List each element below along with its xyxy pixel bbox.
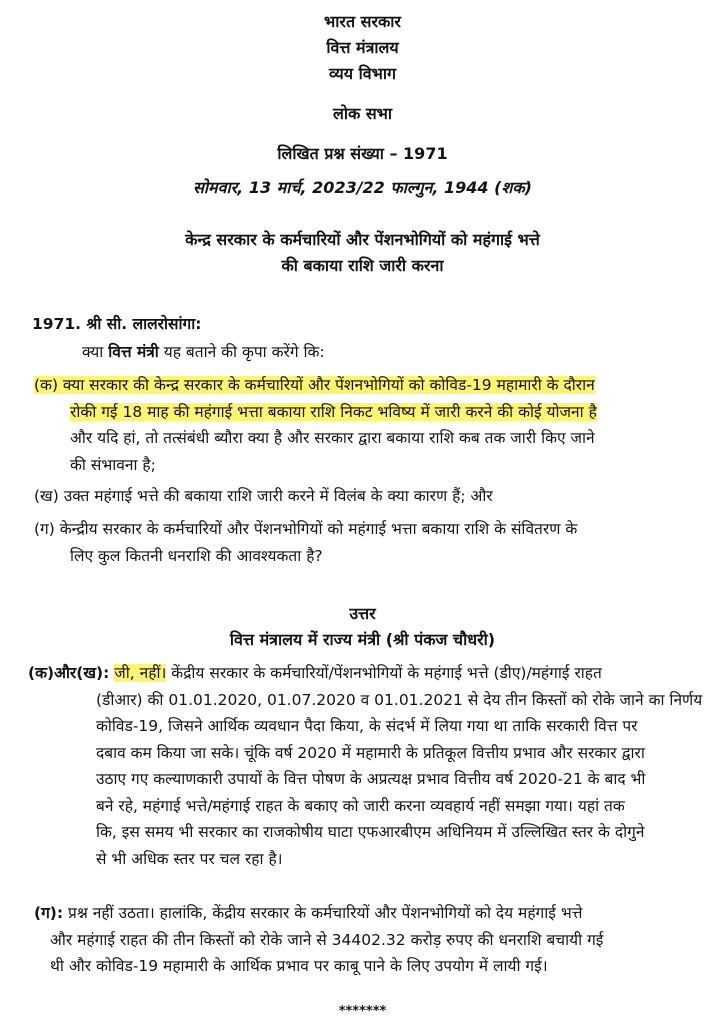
question-part-kha: (ख) उक्त महंगाई भत्ते की बकाया राशि जारी करने में विलंब के क्या कारण हैं; और <box>34 487 493 505</box>
subject-line-1: केन्द्र सरकार के कर्मचारियों और पेंशनभोगियों को महंगाई भत्ते <box>185 230 540 249</box>
question-part-ga <box>34 516 694 569</box>
question-intro-bold: वित्त मंत्री <box>108 343 159 361</box>
answer-part-ka-kha <box>28 660 703 872</box>
question-intro <box>82 340 325 362</box>
answer-ga-label: (ग): <box>34 904 64 922</box>
subject-line-2: की बकाया राशि जारी करना <box>281 256 444 275</box>
question-ka-line-4: की संभावना है; <box>70 455 156 474</box>
question-ga-line-2: लिए कुल कितनी धनराशि की आवश्यकता है? <box>70 546 323 565</box>
question-intro-post: यह बताने की कृपा करेंगे कि: <box>158 343 325 361</box>
question-ka-line-2: रोकी गई 18 माह की महंगाई भत्ता बकाया राशि निकट भविष्य में जारी करने की कोई योजना है <box>70 402 597 421</box>
answer-ka-kha-line-7: कि, इस समय भी सरकार का राजकोषीय घाटा एफआरबीएम अधिनियम में उल्लिखित स्तर के दोगुने <box>96 823 645 841</box>
answer-ka-kha-label: (क)और(ख): <box>28 664 110 682</box>
question-intro-pre: क्या <box>82 343 109 361</box>
question-number: लिखित प्रश्न संख्या – 1971 <box>277 144 448 163</box>
answer-ka-kha-line-3: कोविड-19, जिसने आर्थिक व्यवधान पैदा किया, के संदर्भ में लिया गया था ताकि सरकारी वित्त पर <box>96 717 638 735</box>
answer-ka-kha-line-1: केंद्रीय सरकार के कर्मचारियों/पेंशनभोगियों के महंगाई भत्ते (डीए)/महंगाई राहत <box>166 664 602 682</box>
answer-part-ga <box>34 900 696 980</box>
question-part-ka <box>34 372 694 478</box>
answer-ka-kha-line-8: से भी अधिक स्तर पर चल रहा है। <box>96 849 283 868</box>
answer-ga-line-1: प्रश्न नहीं उठता। हालांकि, केंद्रीय सरकार के कर्मचारियों और पेंशनभोगियों को देय महंगाई भत्ते <box>63 904 583 922</box>
question-ka-line-1: (क) क्या सरकार की केन्द्र सरकार के कर्मचारियों और पेंशनभोगियों को कोविड-19 महामारी के दौरान <box>34 376 595 394</box>
ministry-heading: वित्त मंत्रालय <box>326 38 399 57</box>
answer-ka-kha-line-6: बने रहे, महंगाई भत्ते/महंगाई राहत के बकाए को जारी करना व्यवहार्य नहीं समझा गया। यहां तक <box>96 796 625 815</box>
member-name: 1971. श्री सी. लालरोसांगा: <box>32 315 202 333</box>
department-heading: व्यय विभाग <box>328 64 397 83</box>
question-ga-line-1: (ग) केन्द्रीय सरकार के कर्मचारियों और पेंशनभोगियों को महंगाई भत्ता बकाया राशि के संवितरण के <box>34 520 578 538</box>
end-mark: ******* <box>338 1004 387 1019</box>
answer-heading: उत्तर <box>349 604 376 623</box>
answer-ga-line-2: और महंगाई राहत की तीन किस्तों को रोके जाने से 34402.32 करोड़ रुपए की धनराशि बचायी गई <box>50 930 604 949</box>
question-date: सोमवार, 13 मार्च, 2023/22 फाल्गुन, 1944 (शक) <box>193 178 532 197</box>
question-ka-line-3: और यदि हां, तो तत्संबंधी ब्यौरा क्या है और सरकार द्वारा बकाया राशि कब तक जारी किए जाने <box>70 429 595 447</box>
answer-ka-kha-line-5: उठाए गए कल्याणकारी उपायों के वित्त पोषण के अप्रत्यक्ष प्रभाव वित्तीय वर्ष 2020-21 के बाद भी <box>96 770 646 788</box>
minister-name: वित्त मंत्रालय में राज्य मंत्री (श्री पंकज चौधरी) <box>229 630 496 649</box>
answer-ka-kha-highlight: जी, नहीं। <box>114 664 167 682</box>
answer-ka-kha-line-2: (डीआर) की 01.01.2020, 01.07.2020 व 01.01.2021 से देय तीन किस्तों को रोके जाने का निर्णय <box>96 690 703 709</box>
answer-ka-kha-line-4: दबाव कम किया जा सके। चूंकि वर्ष 2020 में महामारी के प्रतिकूल वित्तीय प्रभाव और सरकार द्वारा <box>96 743 645 762</box>
house-heading: लोक सभा <box>332 104 393 123</box>
govt-heading: भारत सरकार <box>324 12 401 31</box>
answer-ga-line-3: थी और कोविड-19 महामारी के आर्थिक प्रभाव पर काबू पाने के लिए उपयोग में लायी गई। <box>50 957 548 975</box>
